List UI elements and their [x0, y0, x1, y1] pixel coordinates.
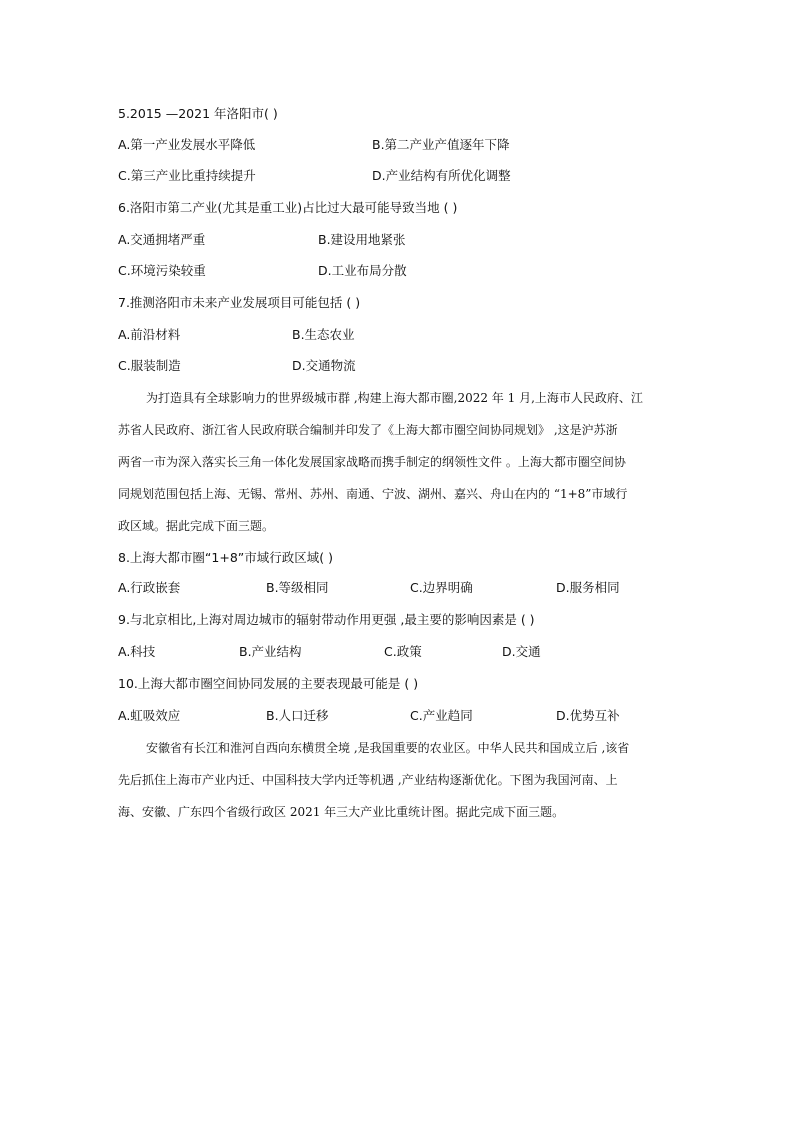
question-9-option-d: D.交通 — [502, 644, 541, 659]
question-10-stem: 10.上海大都市圈空间协同发展的主要表现最可能是 ( ) — [118, 676, 419, 691]
passage-1-line-1: 为打造具有全球影响力的世界级城市群 ,构建上海大都市圈,2022 年 1 月,上海市人民政府、江 — [146, 391, 643, 405]
passage-1-line-3: 两省一市为深入落实长三角一体化发展国家战略而携手制定的纲领性文件 。上海大都市圈空间协 — [118, 455, 626, 469]
passage-2-line-2: 先后抓住上海市产业内迁、中国科技大学内迁等机遇 ,产业结构逐渐优化。下图为我国河南、上 — [118, 773, 618, 787]
question-6-option-a: A.交通拥堵严重 — [118, 232, 206, 247]
question-8-option-d: D.服务相同 — [556, 580, 620, 595]
question-6-option-c: C.环境污染较重 — [118, 263, 206, 278]
passage-2-line-1: 安徽省有长江和淮河自西向东横贯全境 ,是我国重要的农业区。中华人民共和国成立后 ,该省 — [146, 741, 630, 755]
question-7-option-a: A.前沿材料 — [118, 327, 181, 342]
question-5-option-a: A.第一产业发展水平降低 — [118, 137, 256, 152]
question-8-option-a: A.行政嵌套 — [118, 580, 181, 595]
question-5-option-c: C.第三产业比重持续提升 — [118, 168, 256, 183]
question-5-stem: 5.2015 —2021 年洛阳市( ) — [118, 106, 278, 121]
passage-1-line-4: 同规划范围包括上海、无锡、常州、苏州、南通、宁波、湖州、嘉兴、舟山在内的 “1+8”市域行 — [118, 487, 628, 501]
question-8-stem: 8.上海大都市圈“1+8”市域行政区域( ) — [118, 550, 333, 565]
question-7-option-b: B.生态农业 — [292, 327, 355, 342]
question-6-stem: 6.洛阳市第二产业(尤其是重工业)占比过大最可能导致当地 ( ) — [118, 200, 458, 215]
question-10-option-d: D.优势互补 — [556, 708, 620, 723]
question-9-option-b: B.产业结构 — [239, 644, 302, 659]
question-5-option-b: B.第二产业产值逐年下降 — [372, 137, 510, 152]
question-10-option-c: C.产业趋同 — [410, 708, 473, 723]
question-7-stem: 7.推测洛阳市未来产业发展项目可能包括 ( ) — [118, 295, 361, 310]
question-8-option-c: C.边界明确 — [410, 580, 473, 595]
passage-1-line-2: 苏省人民政府、浙江省人民政府联合编制并印发了《上海大都市圈空间协同规划》 ,这是沪苏浙 — [118, 423, 618, 437]
passage-2-line-3: 海、安徽、广东四个省级行政区 2021 年三大产业比重统计图。据此完成下面三题。 — [118, 805, 565, 819]
question-9-option-c: C.政策 — [384, 644, 422, 659]
question-10-option-b: B.人口迁移 — [266, 708, 329, 723]
question-9-option-a: A.科技 — [118, 644, 156, 659]
question-5-option-d: D.产业结构有所优化调整 — [372, 168, 511, 183]
question-6-option-d: D.工业布局分散 — [318, 263, 407, 278]
question-7-option-c: C.服装制造 — [118, 358, 181, 373]
question-8-option-b: B.等级相同 — [266, 580, 329, 595]
question-9-stem: 9.与北京相比,上海对周边城市的辐射带动作用更强 ,最主要的影响因素是 ( ) — [118, 612, 535, 627]
question-6-option-b: B.建设用地紧张 — [318, 232, 406, 247]
question-7-option-d: D.交通物流 — [292, 358, 356, 373]
question-10-option-a: A.虹吸效应 — [118, 708, 181, 723]
passage-1-line-5: 政区域。据此完成下面三题。 — [118, 519, 275, 533]
